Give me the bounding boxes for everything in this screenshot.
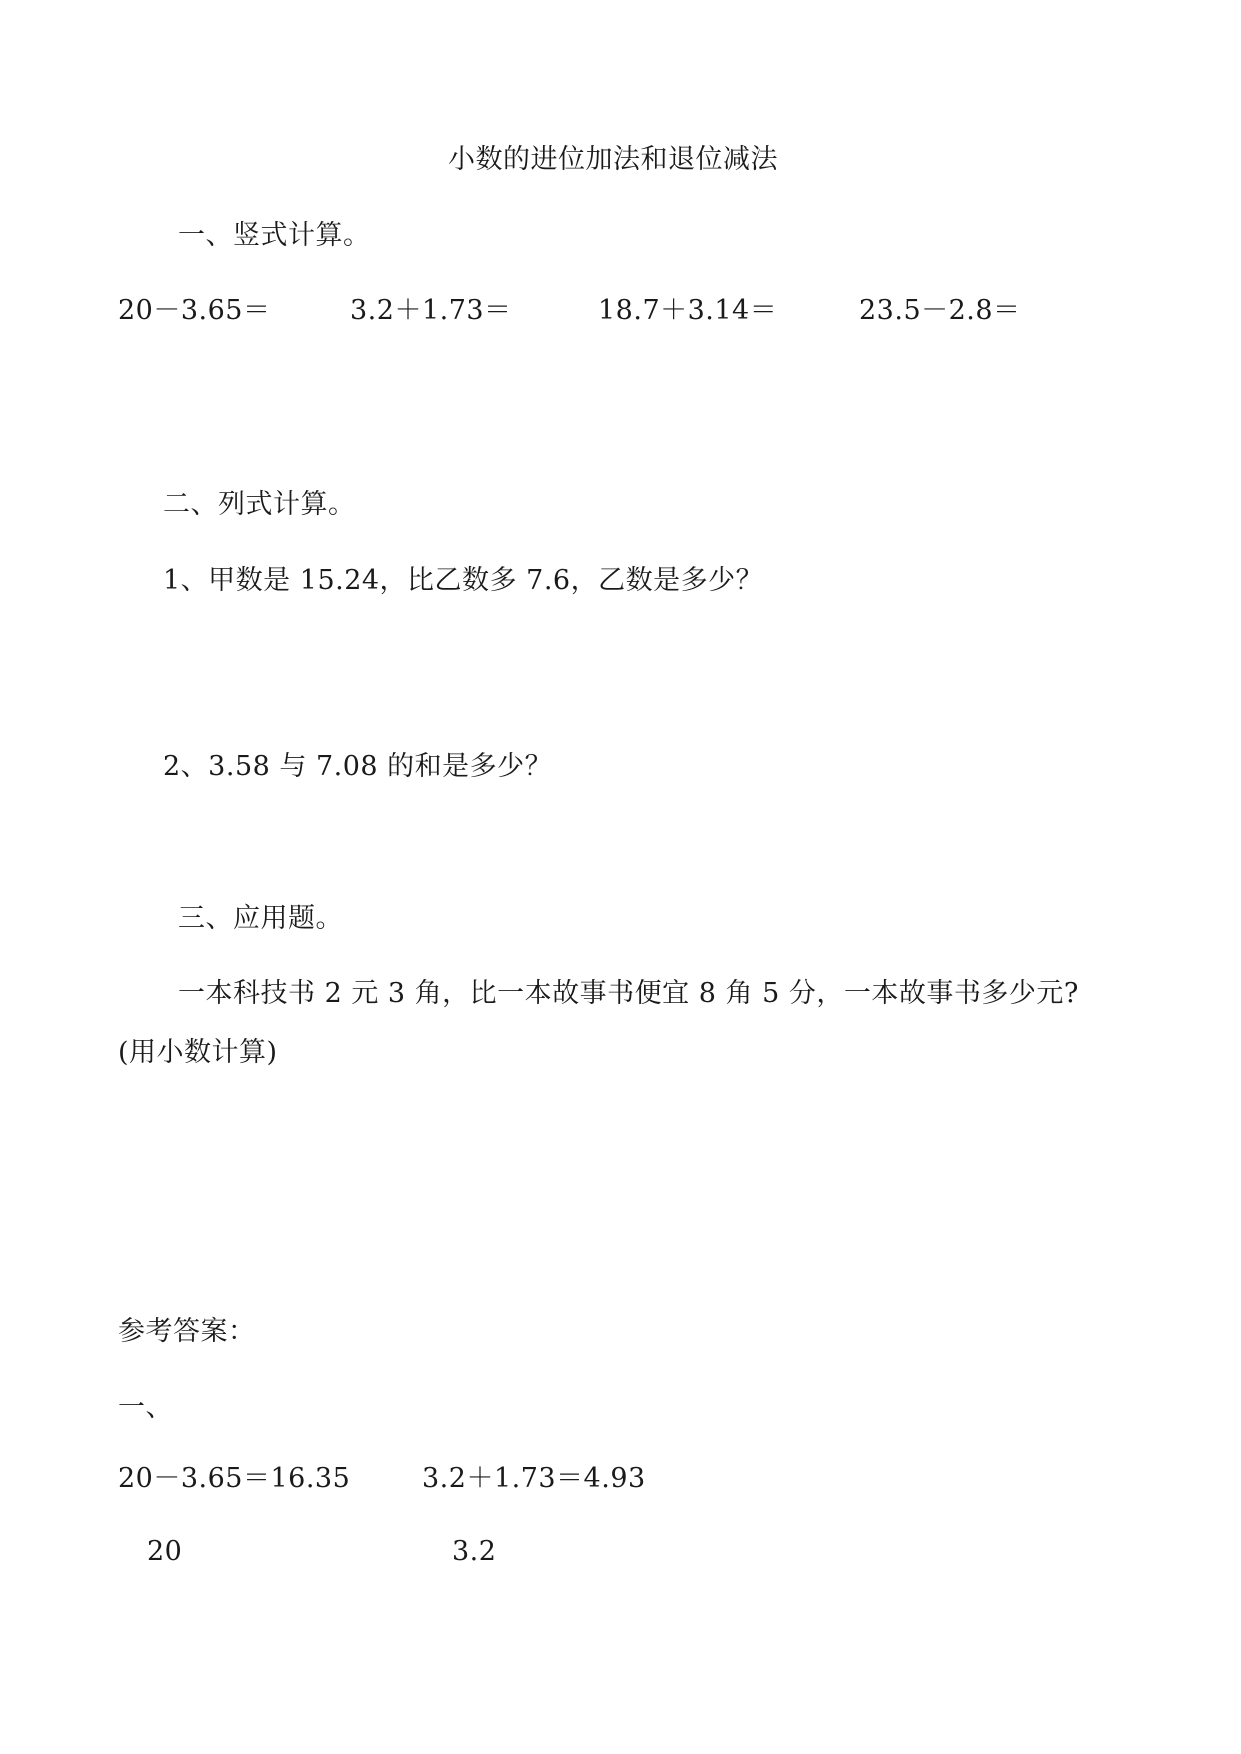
work-2-top: 3.2 bbox=[452, 1536, 497, 1567]
section1-heading: 一、竖式计算。 bbox=[178, 220, 371, 251]
question-1: 1、甲数是 15.24，比乙数多 7.6，乙数是多少？ bbox=[163, 565, 764, 596]
problem-2: 3.2＋1.73＝ bbox=[350, 295, 512, 326]
section3-heading: 三、应用题。 bbox=[178, 903, 343, 934]
answers-part-label: 一、 bbox=[118, 1392, 173, 1423]
section2-heading: 二、列式计算。 bbox=[163, 489, 356, 520]
answer-1: 20－3.65＝16.35 bbox=[118, 1463, 351, 1494]
page-title: 小数的进位加法和退位减法 bbox=[448, 144, 778, 175]
word-problem-line2: (用小数计算) bbox=[118, 1037, 278, 1068]
work-1-top: 20 bbox=[147, 1536, 183, 1567]
answer-2: 3.2＋1.73＝4.93 bbox=[422, 1463, 646, 1494]
problem-4: 23.5－2.8＝ bbox=[859, 295, 1021, 326]
problem-1: 20－3.65＝ bbox=[118, 295, 271, 326]
answers-heading: 参考答案： bbox=[118, 1316, 256, 1347]
word-problem-line1: 一本科技书 2 元 3 角，比一本故事书便宜 8 角 5 分，一本故事书多少元? bbox=[178, 978, 1079, 1009]
question-2: 2、3.58 与 7.08 的和是多少？ bbox=[163, 751, 553, 782]
problem-3: 18.7＋3.14＝ bbox=[598, 295, 778, 326]
